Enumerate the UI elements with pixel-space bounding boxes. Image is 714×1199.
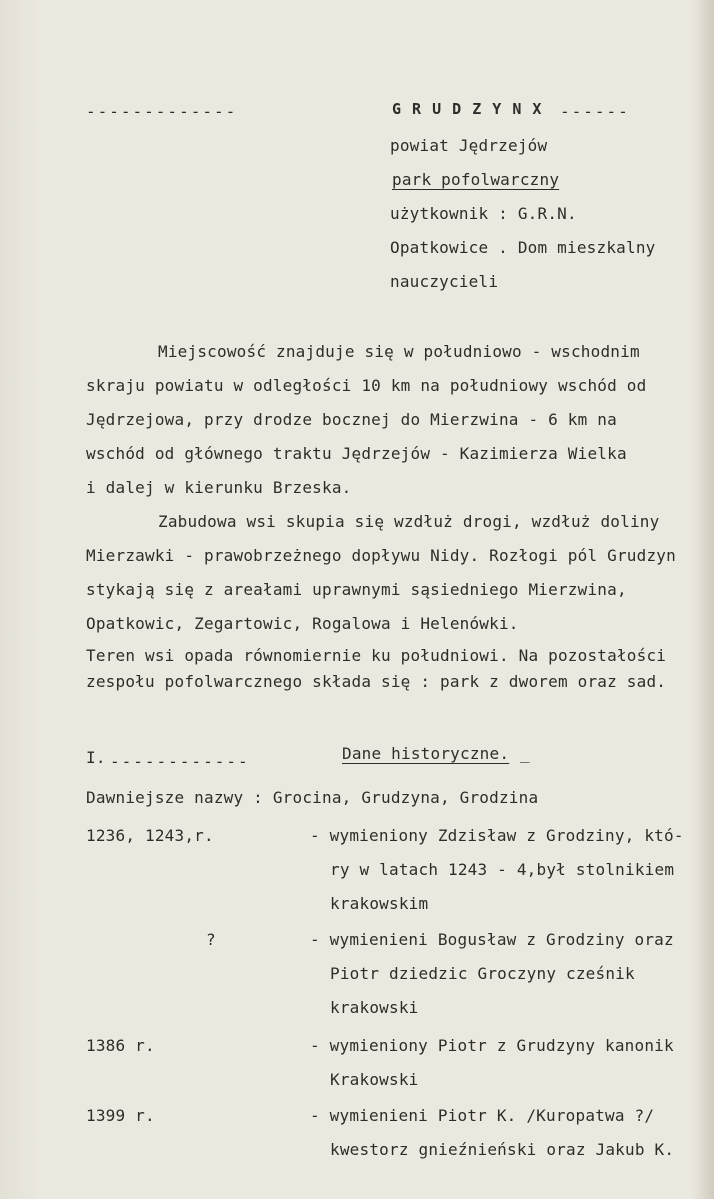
entry-text-line: - wymieniony Piotr z Grudzyny kanonik	[310, 1036, 674, 1055]
entry-text-line: Krakowski	[330, 1070, 419, 1089]
entry-text-line: - wymienieni Bogusław z Grodziny oraz	[310, 930, 674, 949]
paragraph-line: skraju powiatu w odległości 10 km na południowy wschód od	[86, 376, 647, 395]
entry-date: 1236, 1243,r.	[86, 826, 214, 845]
entry-text-line: ry w latach 1243 - 4,był stolnikiem	[330, 860, 675, 879]
owner-line: użytkownik : G.R.N.	[390, 204, 577, 223]
entry-text-line: - wymienieni Piotr K. /Kuropatwa ?/	[310, 1106, 655, 1125]
paragraph-line: Miejscowość znajduje się w południowo - wschodnim	[158, 342, 640, 361]
owner-detail-line-2: nauczycieli	[390, 272, 499, 291]
page-edge-shadow	[694, 0, 714, 1199]
section-dashes: ------------	[110, 752, 250, 771]
entry-date: 1386 r.	[86, 1036, 155, 1055]
paragraph-line: Zabudowa wsi skupia się wzdłuż drogi, wzdłuż doliny	[158, 512, 660, 531]
section-number: I.	[86, 748, 106, 767]
paragraph-line: Opatkowic, Zegartowic, Rogalowa i Helenówki.	[86, 614, 519, 633]
old-names-line: Dawniejsze nazwy : Grocina, Grudzyna, Grodzina	[86, 788, 539, 807]
header-dashes-left: -------------	[86, 102, 238, 121]
object-type-line: park pofolwarczny	[392, 170, 560, 189]
section-title: Dane historyczne.	[342, 744, 510, 763]
entry-text-line: krakowskim	[330, 894, 429, 913]
paragraph-line: zespołu pofolwarcznego składa się : park z dworem oraz sad.	[86, 672, 667, 691]
paragraph-line: Teren wsi opada równomiernie ku południowi. Na pozostałości	[86, 646, 667, 665]
entry-text-line: Piotr dziedzic Groczyny cześnik	[330, 964, 635, 983]
paragraph-line: Jędrzejowa, przy drodze bocznej do Mierzwina - 6 km na	[86, 410, 617, 429]
entry-date: ?	[206, 930, 216, 949]
place-name-title: G R U D Z Y N X	[392, 100, 543, 118]
paragraph-line: i dalej w kierunku Brzeska.	[86, 478, 352, 497]
entry-date: 1399 r.	[86, 1106, 155, 1125]
paragraph-line: stykają się z areałami uprawnymi sąsiedniego Mierzwina,	[86, 580, 627, 599]
paragraph-line: Mierzawki - prawobrzeżnego dopływu Nidy. Rozłogi pól Grudzyn	[86, 546, 676, 565]
owner-detail-line: Opatkowice . Dom mieszkalny	[390, 238, 656, 257]
entry-text-line: krakowski	[330, 998, 419, 1017]
paragraph-line: wschód od głównego traktu Jędrzejów - Kazimierza Wielka	[86, 444, 627, 463]
header-dashes-right: ------	[560, 102, 630, 121]
section-title-tail: _	[520, 744, 530, 763]
entry-text-line: kwestorz gnieźnieński oraz Jakub K.	[330, 1140, 675, 1159]
county-line: powiat Jędrzejów	[390, 136, 548, 155]
entry-text-line: - wymieniony Zdzisław z Grodziny, któ-	[310, 826, 684, 845]
